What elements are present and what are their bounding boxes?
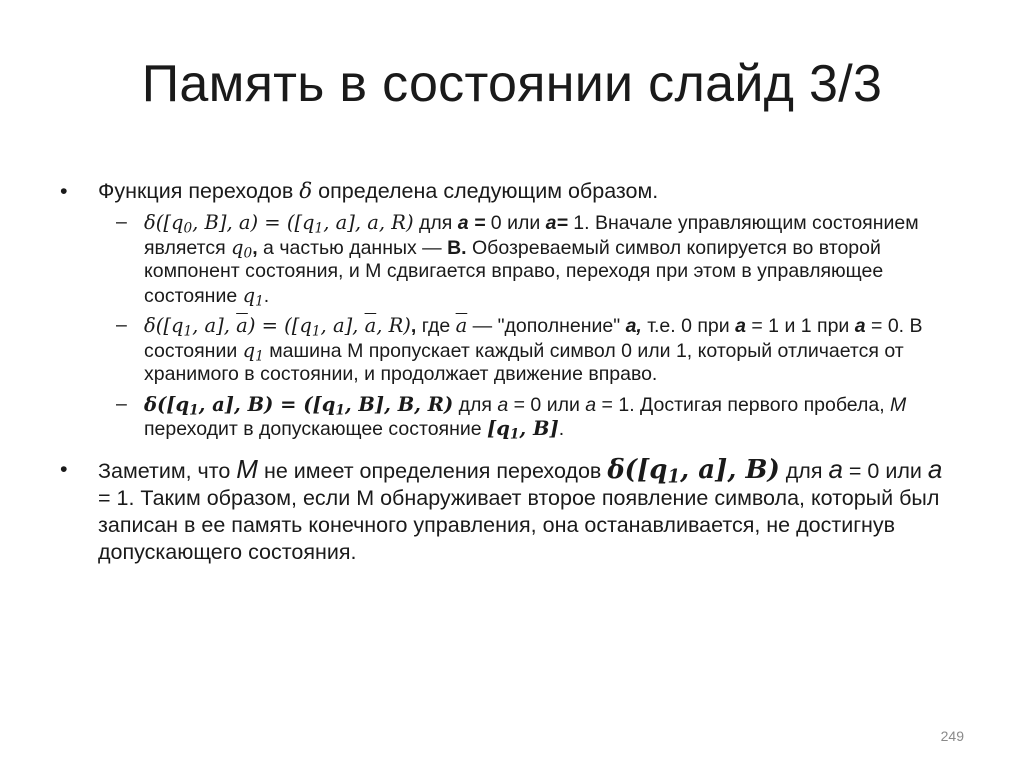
text: определена следующим образом. bbox=[312, 179, 659, 203]
bold-B: B. bbox=[447, 236, 467, 259]
math-q1: $q_1$ bbox=[242, 338, 264, 364]
text: для bbox=[779, 458, 829, 483]
italic-var: a bbox=[828, 453, 843, 484]
text: = 0 или bbox=[842, 458, 928, 483]
bold-comma: , bbox=[410, 315, 417, 337]
dash-marker: – bbox=[116, 211, 127, 233]
bold-var: a bbox=[854, 315, 866, 337]
text: Обозреваемый символ копируется во второй компонент состояния, и М сдвигается вправо, переходя при этом в управляющее состояние bbox=[144, 236, 884, 307]
text: не имеет определения переходов bbox=[257, 458, 608, 483]
text: Заметим, что bbox=[98, 458, 237, 483]
page-number: 249 bbox=[940, 728, 964, 744]
math-accepting-state: [$q_1$, B] bbox=[487, 417, 559, 443]
text: — "дополнение" bbox=[467, 315, 626, 337]
slide-title: Память в состоянии слайд 3/3 bbox=[141, 55, 883, 113]
bold-var: a= bbox=[545, 212, 568, 234]
text: переходит в допускающее состояние bbox=[144, 418, 488, 440]
text: = 0 или bbox=[508, 393, 586, 416]
text: = 1. Достигая первого пробела, bbox=[596, 393, 891, 416]
text: = 1. Таким образом, если М обнаруживает второе появление символа, который был записан в ее память конечного управления, она останавливается, не достигнув допускающего состояния. bbox=[98, 485, 940, 564]
slide-body bbox=[60, 178, 960, 570]
text: где bbox=[416, 315, 456, 337]
dash-marker: – bbox=[116, 314, 127, 336]
math-formula: $\delta([q_0$, B], $a) = ([q_1$, a], a, R) bbox=[144, 211, 414, 237]
text: машина М пропускает каждый символ 0 или 1, который отличается от хранимого в состоянии, и продолжает движение вправо. bbox=[144, 339, 904, 385]
text: = 1 и 1 при bbox=[745, 315, 855, 337]
text: = 0. В состоянии bbox=[144, 315, 923, 362]
italic-var: M bbox=[236, 453, 258, 484]
bold-var: a bbox=[735, 315, 746, 337]
text: . bbox=[263, 284, 270, 307]
sub-item-rule-2 bbox=[60, 314, 960, 387]
math-formula-bold: $\delta([q_1$, a], B) bbox=[607, 454, 780, 488]
bullet-item-note bbox=[60, 453, 960, 566]
text: 1. Вначале управляющим состоянием является bbox=[144, 212, 919, 259]
math-delta: δ bbox=[299, 179, 313, 204]
italic-var: M bbox=[890, 393, 907, 416]
italic-var: a bbox=[927, 453, 943, 484]
text: а частью данных — bbox=[257, 236, 448, 259]
text: 0 или bbox=[485, 212, 546, 234]
math-q0: $q_0$ bbox=[231, 235, 253, 261]
text: для bbox=[453, 393, 498, 416]
text: Функция переходов bbox=[98, 179, 300, 203]
text: т.е. 0 при bbox=[641, 315, 736, 337]
bullet-item-transition-function bbox=[60, 178, 960, 205]
math-a-bar: $\overline{a}$ bbox=[455, 314, 468, 337]
text: для bbox=[413, 212, 458, 234]
math-formula-bold: $\delta([q_1$, a], $B) = ([q_1$, B], B, R) bbox=[144, 392, 454, 418]
dash-marker: – bbox=[116, 392, 127, 415]
text: . bbox=[558, 418, 565, 440]
sub-item-rule-3 bbox=[60, 393, 960, 442]
italic-var: a bbox=[497, 393, 509, 416]
italic-var: a bbox=[585, 393, 597, 416]
math-formula: $\delta([q_1$, a], $\overline{a}) = ([q_1$, a], $\overline{a}$, R) bbox=[144, 314, 411, 340]
bold-comma: , bbox=[252, 236, 258, 259]
bold-var: a = bbox=[457, 212, 486, 234]
bullet-marker: • bbox=[60, 179, 68, 203]
sub-item-rule-1 bbox=[60, 211, 960, 308]
bold-var: a, bbox=[625, 315, 642, 337]
math-q1: $q_1$ bbox=[242, 283, 264, 309]
bullet-marker: • bbox=[60, 456, 68, 481]
